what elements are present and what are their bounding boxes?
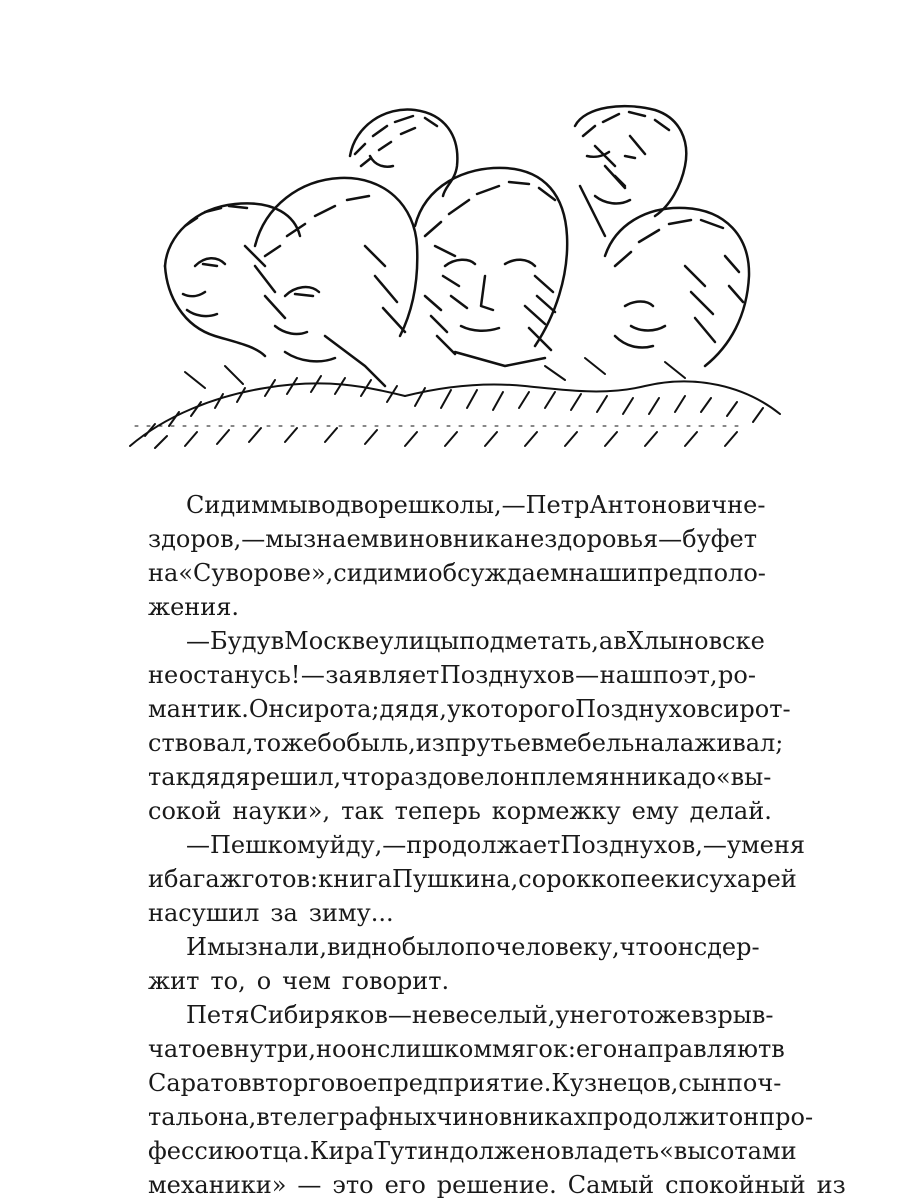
group-portrait-illustration xyxy=(125,96,785,458)
head-back-left xyxy=(350,109,457,196)
text-line: насушил за зиму... xyxy=(148,899,394,927)
text-line: Саратов в торговое предприятие. Кузнецов, сын поч- xyxy=(148,1069,782,1097)
head-center xyxy=(415,168,567,366)
text-line: Петя Сибиряков — невеселый, у него тоже взрыв- xyxy=(186,1001,774,1029)
text-line: на «Суворове», сидим и обсуждаем наши предполо- xyxy=(148,559,766,587)
text-line: так дядя решил, что раз довел он племянника до «вы- xyxy=(148,763,772,791)
text-line: и багаж готов: книга Пушкина, сорок копеек и сухарей xyxy=(148,865,797,893)
text-line: сокой науки», так теперь кормежку ему делай. xyxy=(148,797,772,825)
text-line: Сидим мы во дворе школы, — Петр Антонович не- xyxy=(186,491,766,519)
head-back-right xyxy=(575,106,686,236)
text-line: чатое внутри, но он слишком мягок: его направляют в xyxy=(148,1035,785,1063)
paragraph xyxy=(148,488,766,624)
text-line: не останусь! — заявляет Позднухов — наш поэт, ро- xyxy=(148,661,756,689)
text-line: фессию отца. Кира Тутин должен овладеть «высотами xyxy=(148,1137,797,1165)
text-line: механики» — это его решение. Самый спокойный из xyxy=(148,1171,846,1199)
text-line: тальона, в телеграфных чиновниках продолжит он про- xyxy=(148,1103,814,1131)
paragraph xyxy=(148,828,806,930)
text-line: жит то, о чем говорит. xyxy=(148,967,450,995)
head-far-left xyxy=(165,203,300,356)
text-line: здоров, — мы знаем виновника нездоровья — буфет xyxy=(148,525,757,553)
text-line: И мы знали, видно было по человеку, что он сдер- xyxy=(186,933,760,961)
paragraph xyxy=(148,998,846,1202)
text-line: ствовал, тоже бобыль, из прутьев мебель налаживал; xyxy=(148,729,784,757)
paragraph xyxy=(148,930,760,998)
body-text xyxy=(148,488,846,1202)
text-line: — Буду в Москве улицы подметать, а в Хлыновске xyxy=(186,627,765,655)
head-right xyxy=(605,208,749,366)
text-line: жения. xyxy=(148,593,240,621)
text-line: — Пешком уйду, — продолжает Позднухов, — у меня xyxy=(186,831,806,859)
text-line: мантик. Он сирота; дядя, у которого Позднухов сирот- xyxy=(148,695,791,723)
shoulders-hatching xyxy=(130,358,780,448)
paragraph xyxy=(148,624,791,828)
